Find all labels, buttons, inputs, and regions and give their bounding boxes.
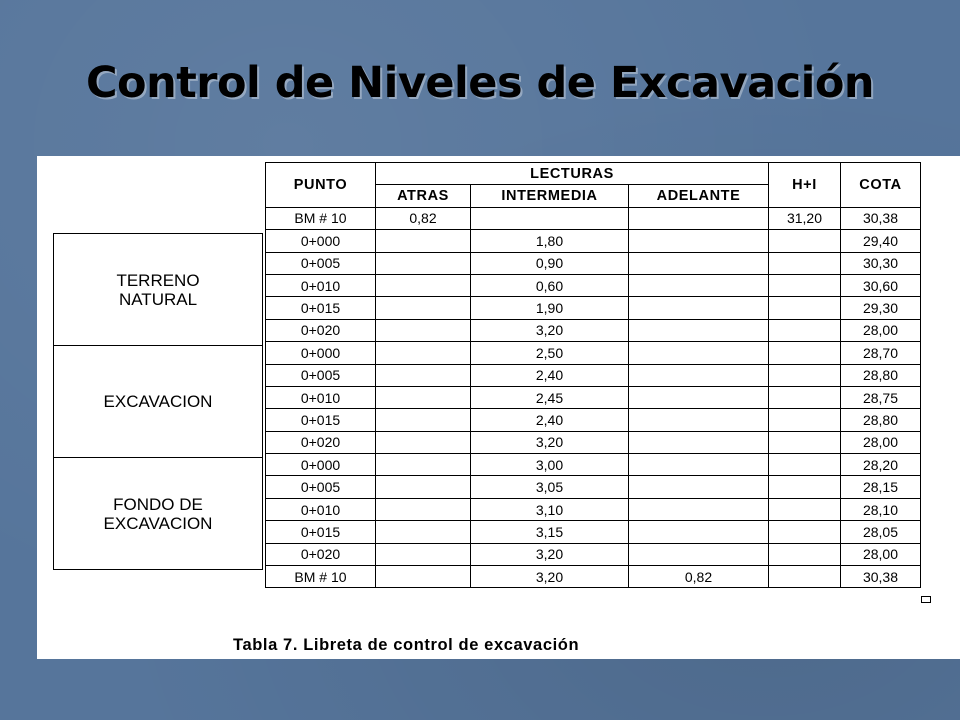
- cell-cota: 28,00: [841, 319, 921, 341]
- cell-intermedia: 0,60: [471, 274, 629, 296]
- cell-atras: [376, 431, 471, 453]
- cell-intermedia: 1,80: [471, 230, 629, 252]
- cell-atras: [376, 498, 471, 520]
- table-row: [266, 274, 921, 296]
- cell-punto: 0+020: [266, 431, 376, 453]
- cell-intermedia: 2,40: [471, 364, 629, 386]
- cell-cota: 28,05: [841, 521, 921, 543]
- cell-hi: [769, 319, 841, 341]
- cell-intermedia: 3,15: [471, 521, 629, 543]
- cell-punto: 0+000: [266, 454, 376, 476]
- cell-adelante: [629, 498, 769, 520]
- table-row: [266, 476, 921, 498]
- cell-adelante: [629, 364, 769, 386]
- resize-marker: [921, 596, 931, 603]
- header-hi: H+I: [769, 163, 841, 208]
- cell-adelante: [629, 386, 769, 408]
- cell-hi: [769, 297, 841, 319]
- cell-punto: 0+010: [266, 498, 376, 520]
- table-row: [266, 364, 921, 386]
- cell-punto: 0+000: [266, 342, 376, 364]
- cell-atras: [376, 342, 471, 364]
- cell-hi: [769, 364, 841, 386]
- cell-atras: [376, 319, 471, 341]
- header-adelante: ADELANTE: [629, 185, 769, 207]
- cell-cota: 29,30: [841, 297, 921, 319]
- cell-cota: 28,00: [841, 431, 921, 453]
- cell-cota: 30,30: [841, 252, 921, 274]
- cell-adelante: [629, 230, 769, 252]
- cell-atras: [376, 454, 471, 476]
- cell-punto: BM # 10: [266, 566, 376, 588]
- cell-intermedia: 2,45: [471, 386, 629, 408]
- cell-cota: 28,70: [841, 342, 921, 364]
- cell-atras: [376, 252, 471, 274]
- cell-punto: BM # 10: [266, 207, 376, 229]
- cell-punto: 0+005: [266, 252, 376, 274]
- cell-intermedia: 0,90: [471, 252, 629, 274]
- cell-atras: [376, 566, 471, 588]
- table-row: [266, 319, 921, 341]
- cell-adelante: [629, 409, 769, 431]
- cell-atras: [376, 364, 471, 386]
- cell-atras: 0,82: [376, 207, 471, 229]
- cell-intermedia: 2,40: [471, 409, 629, 431]
- cell-cota: 30,60: [841, 274, 921, 296]
- cell-adelante: [629, 319, 769, 341]
- cell-intermedia: [471, 207, 629, 229]
- group-label-fondo-de-excavacion: FONDO DE EXCAVACION: [53, 457, 263, 570]
- cell-cota: 28,75: [841, 386, 921, 408]
- header-cota: COTA: [841, 163, 921, 208]
- cell-adelante: 0,82: [629, 566, 769, 588]
- cell-adelante: [629, 252, 769, 274]
- table-row: [266, 566, 921, 588]
- cell-adelante: [629, 543, 769, 565]
- cell-hi: [769, 476, 841, 498]
- cell-atras: [376, 230, 471, 252]
- cell-cota: 30,38: [841, 566, 921, 588]
- cell-intermedia: 2,50: [471, 342, 629, 364]
- cell-hi: 31,20: [769, 207, 841, 229]
- cell-cota: 28,20: [841, 454, 921, 476]
- cell-punto: 0+015: [266, 409, 376, 431]
- cell-adelante: [629, 454, 769, 476]
- cell-hi: [769, 409, 841, 431]
- cell-punto: 0+010: [266, 386, 376, 408]
- cell-punto: 0+005: [266, 476, 376, 498]
- cell-intermedia: 3,20: [471, 431, 629, 453]
- header-lecturas: LECTURAS: [376, 163, 769, 185]
- cell-punto: 0+010: [266, 274, 376, 296]
- cell-intermedia: 3,20: [471, 319, 629, 341]
- cell-punto: 0+020: [266, 319, 376, 341]
- cell-intermedia: 3,00: [471, 454, 629, 476]
- cell-punto: 0+015: [266, 521, 376, 543]
- cell-cota: 30,38: [841, 207, 921, 229]
- cell-hi: [769, 386, 841, 408]
- cell-adelante: [629, 476, 769, 498]
- table-row: [266, 230, 921, 252]
- header-intermedia: INTERMEDIA: [471, 185, 629, 207]
- cell-atras: [376, 386, 471, 408]
- cell-cota: 28,15: [841, 476, 921, 498]
- cell-cota: 28,10: [841, 498, 921, 520]
- cell-punto: 0+015: [266, 297, 376, 319]
- cell-hi: [769, 454, 841, 476]
- header-atras: ATRAS: [376, 185, 471, 207]
- cell-cota: 29,40: [841, 230, 921, 252]
- cell-adelante: [629, 431, 769, 453]
- cell-hi: [769, 342, 841, 364]
- cell-atras: [376, 521, 471, 543]
- table-row: [266, 431, 921, 453]
- group-label-excavacion: EXCAVACION: [53, 345, 263, 458]
- table-row: [266, 409, 921, 431]
- cell-intermedia: 3,05: [471, 476, 629, 498]
- cell-intermedia: 3,20: [471, 566, 629, 588]
- slide-title: Control de Niveles de Excavación: [86, 58, 874, 108]
- cell-hi: [769, 543, 841, 565]
- group-label-terreno-natural: TERRENO NATURAL: [53, 233, 263, 346]
- cell-atras: [376, 543, 471, 565]
- cell-adelante: [629, 297, 769, 319]
- cell-hi: [769, 566, 841, 588]
- cell-adelante: [629, 274, 769, 296]
- cell-hi: [769, 252, 841, 274]
- table-body: [266, 207, 921, 588]
- table-row: [266, 252, 921, 274]
- cell-adelante: [629, 342, 769, 364]
- cell-hi: [769, 521, 841, 543]
- cell-atras: [376, 409, 471, 431]
- cell-hi: [769, 230, 841, 252]
- table-row: [266, 207, 921, 229]
- table-row: [266, 386, 921, 408]
- cell-cota: 28,80: [841, 409, 921, 431]
- table-row: [266, 454, 921, 476]
- table-row: [266, 521, 921, 543]
- cell-atras: [376, 476, 471, 498]
- cell-hi: [769, 498, 841, 520]
- cell-hi: [769, 431, 841, 453]
- header-punto: PUNTO: [266, 163, 376, 208]
- cell-adelante: [629, 207, 769, 229]
- leveling-table: [265, 162, 921, 588]
- cell-punto: 0+005: [266, 364, 376, 386]
- cell-atras: [376, 274, 471, 296]
- cell-cota: 28,00: [841, 543, 921, 565]
- table-row: [266, 342, 921, 364]
- cell-hi: [769, 274, 841, 296]
- table-image-panel: [37, 156, 960, 659]
- table-row: [266, 498, 921, 520]
- table-row: [266, 543, 921, 565]
- cell-intermedia: 3,20: [471, 543, 629, 565]
- table-caption: Tabla 7. Libreta de control de excavación: [233, 636, 580, 654]
- cell-punto: 0+020: [266, 543, 376, 565]
- cell-intermedia: 1,90: [471, 297, 629, 319]
- cell-adelante: [629, 521, 769, 543]
- table-row: [266, 297, 921, 319]
- cell-cota: 28,80: [841, 364, 921, 386]
- cell-intermedia: 3,10: [471, 498, 629, 520]
- cell-atras: [376, 297, 471, 319]
- cell-punto: 0+000: [266, 230, 376, 252]
